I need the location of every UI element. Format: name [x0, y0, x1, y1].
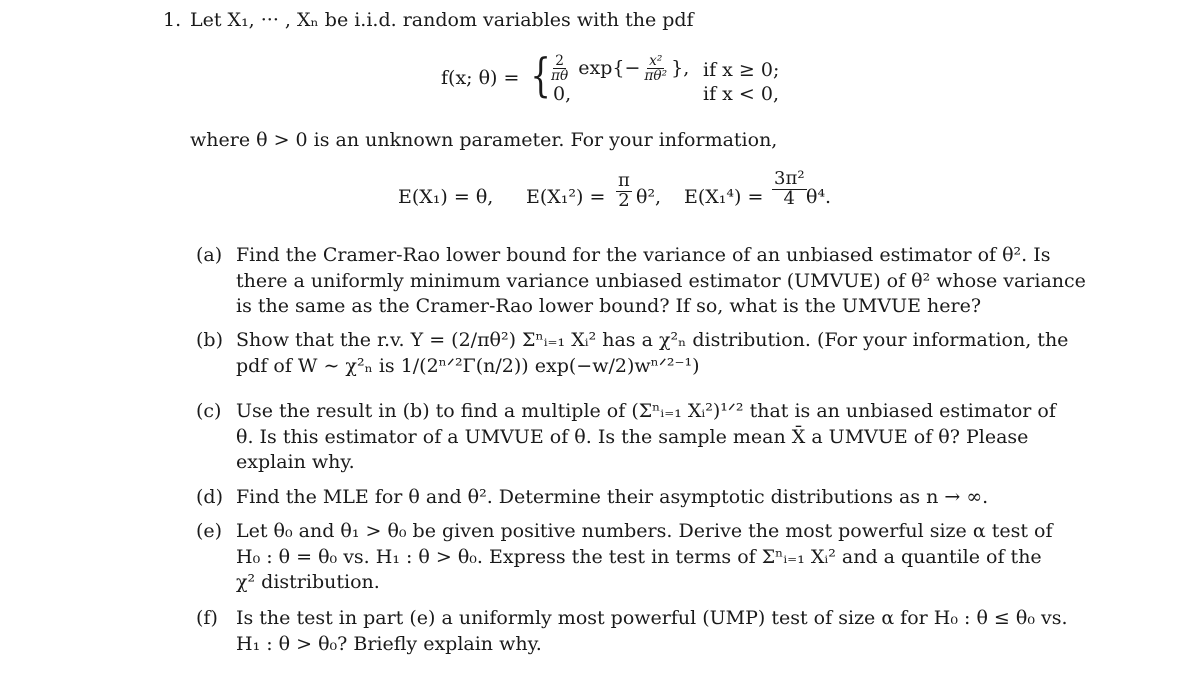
part-a-line-2: there a uniformly minimum variance unbiased estimator (UMVUE) of θ² whose variance	[236, 269, 1086, 292]
part-a-label: (a)	[196, 244, 223, 266]
part-a-line-3: is the same as the Cramer-Rao lower bound? If so, what is the UMVUE here?	[236, 295, 982, 318]
pdf-case1-cond: if x ≥ 0;	[703, 59, 780, 81]
case1-exp-num: x²	[649, 53, 663, 69]
pdf-case2: 0,	[553, 83, 572, 105]
moment-2-lhs: E(X₁²) =	[526, 186, 606, 208]
part-e-label: (e)	[196, 520, 223, 542]
case1-frac-den: πθ	[551, 68, 569, 85]
part-c-line-1: Use the result in (b) to find a multiple of (Σⁿᵢ₌₁ Xᵢ²)¹ᐟ² that is an unbiased estimator of	[236, 400, 1056, 422]
moment-2-tail: θ²,	[636, 186, 662, 208]
part-e-line-1: Let θ₀ and θ₁ > θ₀ be given positive numbers. Derive the most powerful size α test of	[236, 520, 1053, 542]
part-b-text	[236, 328, 1069, 379]
problem-intro: Let X₁, ··· , Xₙ be i.i.d. random variables with the pdf	[190, 9, 694, 31]
part-e-line-2: H₀ : θ = θ₀ vs. H₁ : θ > θ₀. Express the test in terms of Σⁿᵢ₌₁ Xᵢ² and a quantile of the	[236, 545, 1042, 568]
moment-2-num: π	[618, 170, 630, 191]
part-f-line-2: H₁ : θ > θ₀? Briefly explain why.	[236, 632, 542, 655]
part-c-line-2: θ. Is this estimator of a UMVUE of θ. Is the sample mean X̄ a UMVUE of θ? Please	[236, 425, 1029, 448]
part-d-label: (d)	[196, 486, 223, 508]
case1-expr: exp{−	[578, 56, 641, 79]
part-c-text	[236, 399, 1056, 476]
part-f-line-1: Is the test in part (e) a uniformly most powerful (UMP) test of size α for H₀ : θ ≤ θ₀ vs.	[236, 607, 1068, 629]
pdf-lhs: f(x; θ) =	[441, 67, 520, 89]
case1-exp-den: πθ²	[644, 68, 668, 85]
moment-2-frac	[614, 172, 634, 211]
part-e-line-3: χ² distribution.	[236, 571, 380, 594]
moment-4-tail: θ⁴.	[806, 186, 832, 208]
moment-1: E(X₁) = θ,	[398, 186, 494, 208]
pdf-brace: {	[530, 48, 551, 102]
part-b-line-2: pdf of W ∼ χ²ₙ is 1/(2ⁿᐟ²Γ(n/2)) exp(−w/2)wⁿᐟ²⁻¹)	[236, 354, 700, 377]
part-f-label: (f)	[196, 607, 218, 629]
part-b-label: (b)	[196, 329, 223, 351]
moment-4-num: 3π²	[774, 168, 805, 189]
part-c-label: (c)	[196, 400, 222, 422]
part-d-text	[236, 485, 1046, 511]
part-a-line-1: Find the Cramer-Rao lower bound for the variance of an unbiased estimator of θ². Is	[236, 244, 1051, 266]
part-a-text	[236, 243, 1086, 320]
case1-frac-num: 2	[555, 53, 564, 69]
part-f-text	[236, 606, 1068, 657]
case1-close: },	[671, 56, 690, 79]
part-e-text	[236, 519, 1053, 596]
problem-number: 1.	[163, 9, 182, 31]
where-line: where θ > 0 is an unknown parameter. For your information,	[190, 129, 778, 151]
moment-4-den: 4	[783, 187, 796, 209]
moment-4-lhs: E(X₁⁴) =	[684, 186, 764, 208]
part-c-line-3: explain why.	[236, 451, 355, 474]
part-d-line-1: Find the MLE for θ and θ². Determine their asymptotic distributions as n → ∞.	[236, 486, 989, 508]
pdf-case1	[547, 54, 689, 84]
part-b-line-1: Show that the r.v. Y = (2/πθ²) Σⁿᵢ₌₁ Xᵢ² has a χ²ₙ distribution. (For your information, the	[236, 329, 1069, 351]
pdf-case2-cond: if x < 0,	[703, 83, 779, 105]
moment-2-den: 2	[618, 189, 630, 211]
moment-4-frac	[770, 170, 809, 209]
